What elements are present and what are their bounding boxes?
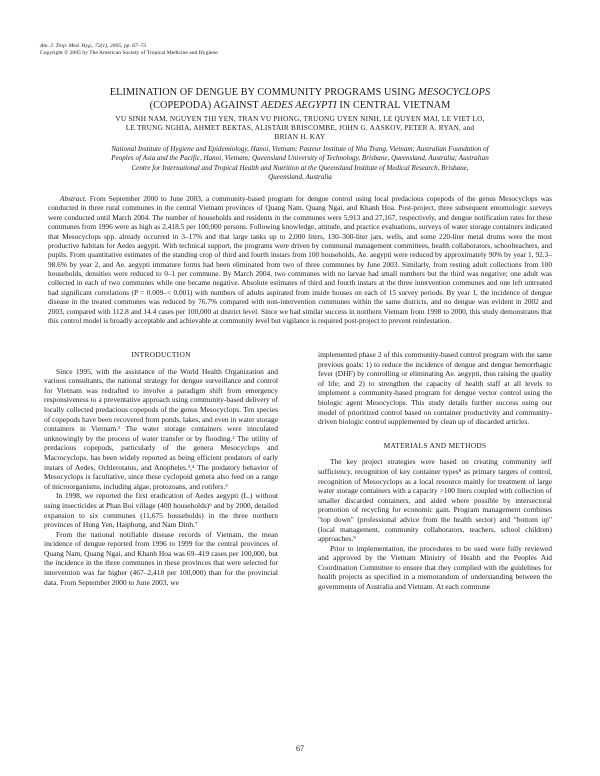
- journal-citation: Am. J. Trop. Med. Hyg., 72(1), 2005, pp. 67–73: [40, 43, 147, 49]
- paper-title: [60, 86, 540, 112]
- intro-paragraph-2: In 1998, we reported the first eradication of Aedes aegypti (L.) without using insecticides at Phan Boi village (400 households)⁶ and by 2000, detailed expansion to six communes (11,675 households) in the three northern provinces of Hung Yen, Haiphong, and Nam Dinh.⁷: [44, 491, 278, 530]
- methods-paragraph-1: The key project strategies were based on creating community self sufficiency, recognition of key container types⁸ as primary targets of control, recognition of Mesocyclops as a local resource mainly for treatment of large water storage containers with a capacity >100 liters coupled with collection of smaller discarded containers, and aided where possible by intersectoral promotion of recycling for economic gain. Program management combines "top down" (professional advice from the health sector) and "bottom up" (local management, community collaborators, teachers, school children) approaches.⁹: [318, 457, 552, 544]
- authors-line3: BRIAN H. KAY: [274, 132, 326, 141]
- intro-paragraph-3: From the national notifiable disease records of Vietnam, the mean incidence of dengue reported from 1996 to 1999 for the central provinces of Quang Nam, Quang Ngai, and Khanh Hoa was 69–419 cases per 100,000, but the incidence in the three communes in these provinces that were selected for intervention was far higher (467–2,418 per 100,000) than for the provincial data. From September 2000 to June 2003, we: [44, 529, 278, 587]
- author-list: [60, 114, 540, 141]
- left-column: [44, 350, 278, 587]
- right-column: [318, 350, 552, 592]
- title-line2: (COPEPODA) AGAINST: [149, 100, 262, 111]
- affiliation-line3: Centre for International and Tropical Health and Nutrition at the Queensland Institute of Medical Research, Brisbane,: [131, 163, 469, 172]
- intro-paragraph-4: implemented phase 2 of this community-based control program with the same previous goals: 1) to reduce the incidence of dengue and dengue hemorrhagic fever (DHF) by controlling or eliminating Ae. aegypti, thus raising the quality of life; and 2) to strengthen the capacity of health staff at all levels to implement a community-based program for dengue vector control using the biologic agent Mesocyclops. This study details further success using our model of prioritized control based on container productivity and community-driven biologic control supplemented by clean up of discarded articles.: [318, 350, 552, 427]
- abstract-text: From September 2000 to June 2003, a community-based program for dengue control using local predacious copepods of the genus Mesocyclops was conducted in three rural communes in the central Vietnam provinces of Quang Nam, Quang Ngai, and Khanh Hoa. Post-project, three subsequent entomologic surveys were conducted until March 2004. The number of households and residents in the communes were 5,913 and 27,167, respectively, and dengue notification rates for these communes from 1996 were as high as 2,418.5 per 100,000 persons. Following knowledge, attitude, and practice evaluations, surveys of water storage containers indicated that Mesocyclops spp. already occurred in 3–17% and that large tanks up to 2,000 liters, 130–300-liter jars, wells, and some 220-liter metal drums were the most productive habitats for Aedes aegypti. With technical support, the programs were driven by communal management committees, health collaborators, schoolteachers, and pupils. From quantitative estimates of the standing crop of third and fourth instars from 100 households, Ae. aegypti were reduced by approximately 90% by year 1, 92.3–98.6% by year 2, and Ae. aegypti immature forms had been eliminated from two of three communes by June 2003. Similarly, from resting adult collections from 100 households, densities were reduced to 0–1 per commune. By March 2004, two communes with no larvae had small numbers but the third was negative; one adult was collected in each of two communes while one became negative. Absolute estimates of third and fourth instars at the three intervention communes and one left untreated had significant correlations (P = 0.009–< 0.001) with numbers of adults aspirated from inside houses on each of 15 survey periods. By year 1, the incidence of dengue disease in the treated communes was reduced by 76.7% compared with non-intervention communes within the same districts, and no dengue was evident in 2002 and 2003, compared with 112.8 and 14.4 cases per 100,000 at district level. Since we had similar success in northern Vietnam from 1998 to 2000, this study demonstrates that this control model is broadly acceptable and achievable at community level but vigilance is required post-project to prevent reinfestation.: [48, 194, 553, 325]
- abstract: [48, 194, 552, 325]
- affiliations: [48, 145, 552, 183]
- methods-paragraph-2: Prior to implementation, the procedures to be used were fully reviewed and approved by the Vietnam Ministry of Health and the Peoples Aid Coordination Committee to ensure that they complied with the guidelines for health projects as specified in a memorandum of understanding between the governments of Australia and Vietnam. At each commune: [318, 543, 552, 592]
- intro-paragraph-1: Since 1995, with the assistance of the World Health Organization and various consultants, the national strategy for dengue surveillance and control for Vietnam was redrafted to involve a paradigm shift from emergency responsiveness to a preventative approach using community-based delivery of locally collected predacious copepods of the genus Mesocyclops. Ten species of copepods have been recovered from ponds, lakes, and even in water storage containers in Vietnam.¹ The water storage containers were inoculated unknowingly by the process of water transfer or by flooding.² The utility of predacious copepods, particularly of the genera Mesocyclops and Macrocyclops, has been widely reported as being efficient predators of early instars of Aedes, Ochlerotatus, and Anopheles.³,⁴ The predatory behavior of Mesocyclops is facultative, since these cyclopoid genera also feed on a range of microorganisms, including algae, protozoans, and rotifers.⁵: [44, 366, 278, 491]
- introduction-heading: INTRODUCTION: [131, 350, 191, 359]
- authors-line2: LE TRUNG NGHIA, AHMET BEKTAS, ALISTAIR BRISCOMBE, JOHN G. AASKOV, PETER A. RYAN, and: [125, 123, 475, 132]
- abstract-label: Abstract.: [60, 194, 87, 203]
- affiliation-line2: Peoples of Asia and the Pacific, Hanoi, Vietnam; Queensland University of Technology, Brisbane, Queensland, Australia; Australian: [111, 154, 489, 163]
- page-number: 67: [296, 744, 304, 753]
- affiliation-line4: Queensland, Australia: [268, 173, 332, 182]
- title-species: AEDES AEGYPTI: [261, 100, 337, 111]
- affiliation-line1: National Institute of Hygiene and Epidemiology, Hanoi, Vietnam; Pasteur Institute of Nha Trang, Vietnam; Australian Foundation of: [111, 145, 489, 153]
- authors-line1: VU SINH NAM, NGUYEN THI YEN, TRAN VU PHONG, TRUONG UYEN NINH, LE QUYEN MAI, LE VIET LO,: [115, 114, 485, 123]
- copyright-line: Copyright © 2005 by The American Society of Tropical Medicine and Hygiene: [40, 50, 218, 56]
- methods-heading: MATERIALS AND METHODS: [383, 440, 487, 450]
- title-genus: MESOCYCLOPS: [418, 87, 491, 98]
- title-line1: ELIMINATION OF DENGUE BY COMMUNITY PROGRAMS USING: [109, 87, 419, 98]
- title-line2-end: IN CENTRAL VIETNAM: [336, 100, 451, 111]
- journal-header: [40, 43, 560, 57]
